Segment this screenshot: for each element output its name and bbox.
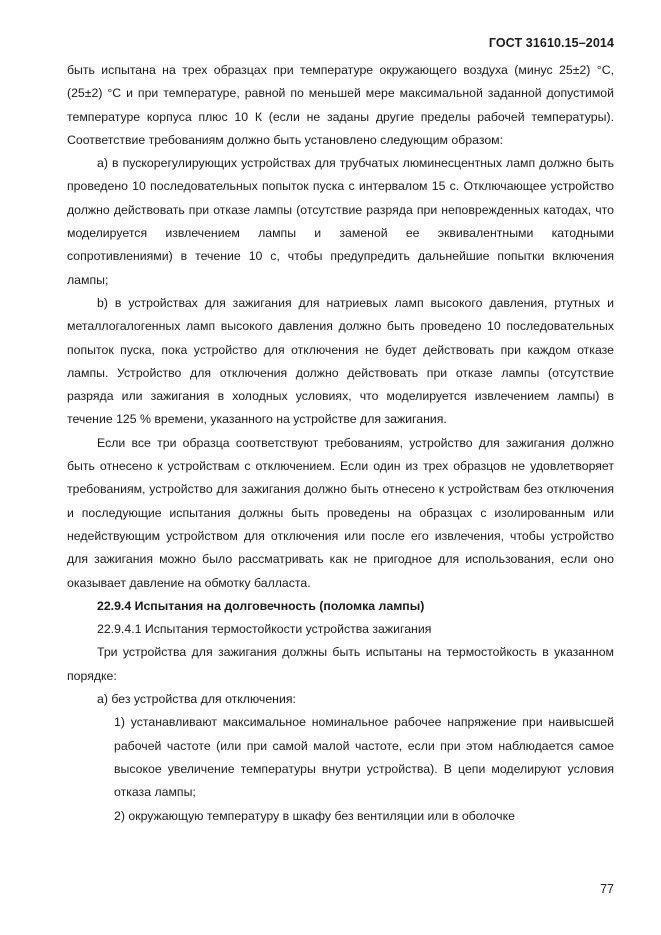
- paragraph-conclusion: Если все три образца соответствуют требованиям, устройство для зажигания должно быть отнесено к устройствам с отключением. Если один из трех образцов не удовлетворяет требованиям, устройство для зажигания должно быть отнесено к устройствам без отключения и последующие испытания должны быть проведены на образцах с изолированным или недействующим устройством для отключения или после его извлечения, чтобы устройство для зажигания можно было рассматривать как не пригодное для использования, если оно оказывает давление на обмотку балласта.: [67, 435, 614, 590]
- subsection-heading: 22.9.4.1 Испытания термостойкости устройства зажигания: [97, 622, 432, 637]
- document-code: ГОСТ 31610.15–2014: [488, 36, 614, 50]
- document-body: [67, 59, 614, 828]
- paragraph-item-a: a) в пускорегулирующих устройствах для трубчатых люминесцентных ламп должно быть проведено 10 последовательных попыток пуска с интервалом 15 с. Отключающее устройство должно действовать при отказе лампы (отсутствие разряда при неповрежденных катодах, что моделируется извлечением лампы и заменой ее эквивалентными катодными сопротивлениями) в течение 10 с, чтобы предупредить дальнейшие попытки включения лампы;: [67, 156, 614, 287]
- paragraph-intro: Три устройства для зажигания должны быть испытаны на термостойкость в указанном порядке:: [67, 645, 614, 683]
- page-number: 77: [600, 882, 614, 896]
- list-subitem-1: 1) устанавливают максимальное номинальное рабочее напряжение при наивысшей рабочей частоте (или при самой малой частоте, если при этом наблюдается самое высокое увеличение температуры внутри устройства). В цепи моделируют условия отказа лампы;: [114, 715, 614, 800]
- paragraph-item-b: b) в устройствах для зажигания для натриевых ламп высокого давления, ртутных и металлогалогенных ламп высокого давления должно быть проведено 10 последовательных попыток пуска, пока устройство для отключения не будет действовать при каждом отказе лампы. Устройство для отключения должно действовать при отказе лампы (отсутствие разряда или зажигания в холодных условиях, что моделируется извлечением лампы) в течение 125 % времени, указанного на устройстве для зажигания.: [67, 295, 614, 427]
- section-heading: 22.9.4 Испытания на долговечность (поломка лампы): [97, 598, 425, 613]
- list-subitem-2: 2) окружающую температуру в шкафу без вентиляции или в оболочке: [114, 808, 515, 823]
- list-item-a: а) без устройства для отключения:: [97, 692, 296, 707]
- paragraph-continuation: быть испытана на трех образцах при температуре окружающего воздуха (минус 25±2) °С, (25±2) °С и при температуре, равной по меньшей мере максимальной заданной допустимой температуре корпуса плюс 10 К (если не заданы другие пределы рабочей температуры). Соответствие требованиям должно быть установлено следующим образом:: [67, 63, 614, 147]
